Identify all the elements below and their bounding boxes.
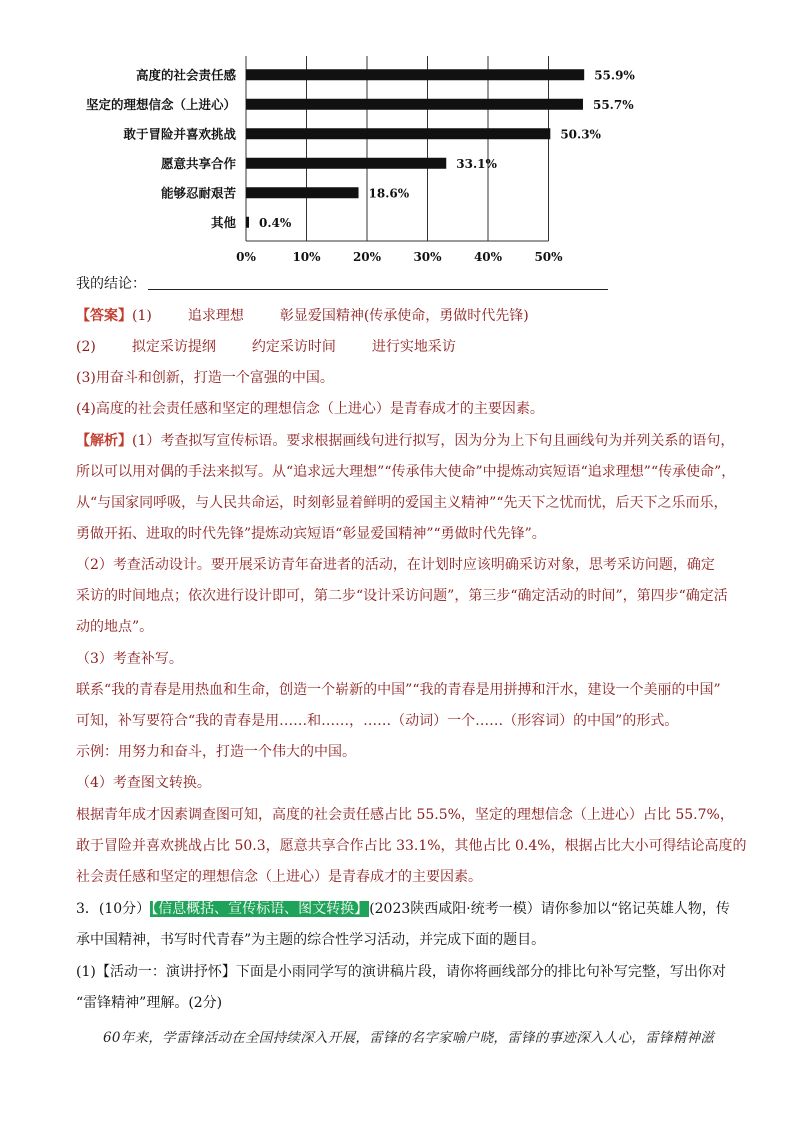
- answer-tag: 【答案】: [76, 308, 132, 324]
- analysis-p3-head: （3）考查补写。: [76, 651, 183, 667]
- answer-2-c: 进行实地采访: [371, 339, 456, 355]
- analysis-p1-line-3: 从“与国家同呼吸，与人民共命运，时刻彰显着鲜明的爱国主义精神”“先天下之忧而忧，后天下之乐而乐，: [76, 495, 728, 511]
- analysis-p1-line-2: 所以可以用对偶的手法来拟写。从“追求远大理想”“传承伟大使命”中提炼动宾短语“追求理想”“传承使命”，: [76, 464, 736, 480]
- activity-text: 下面是小雨同学写的演讲稿片段，请你将画线部分的排比句补写完整，写出你对: [235, 964, 726, 980]
- analysis-p4-line-1: 根据青年成才因素调查图可知，高度的社会责任感占比 55.5%，坚定的理想信念（上进心）占比 55.7%，: [76, 807, 734, 823]
- conclusion-label: 我的结论：: [76, 276, 146, 292]
- analysis-p2-line-2: 采访的时间地点；依次进行设计即可，第二步“设计采访问题”，第三步“确定活动的时间”，第四步“确定活: [76, 588, 728, 604]
- bar-chart: [85, 46, 640, 264]
- analysis-p2-line-1: （2）考查活动设计。要开展采访青年奋进者的活动，在计划时应该明确采访对象，思考采访问题，确定: [76, 557, 715, 573]
- answer-line-2: [76, 337, 456, 357]
- analysis-p4-line-3: 社会责任感和坚定的理想信念（上进心）是青春成才的主要因素。: [76, 869, 482, 885]
- value-label: 18.6%: [368, 186, 410, 201]
- answer-1-a: 追求理想: [187, 308, 244, 324]
- answer-2-a: 拟定采访提纲: [131, 339, 216, 355]
- analysis-p1-line-1: [76, 431, 734, 451]
- bar: [246, 128, 550, 139]
- x-tick-label: 20%: [352, 250, 382, 264]
- category-label: 坚定的理想信念（上进心）: [85, 96, 236, 112]
- category-label: 愿意共享合作: [160, 155, 236, 171]
- bar: [246, 217, 249, 228]
- value-label: 33.1%: [456, 156, 497, 171]
- analysis-p2-line-3: 动的地点”。: [76, 619, 154, 635]
- value-label: 55.7%: [592, 97, 634, 112]
- analysis-p3-line-1: 联系“我的青春是用热血和生命，创造一个崭新的中国”“我的青春是用拼搏和汗水，建设一个美丽的中国”: [76, 682, 721, 698]
- answer-2-b: 约定采访时间: [251, 339, 336, 355]
- activity-number: (1): [76, 964, 96, 980]
- q3-activity-line-2: “雷锋精神”理解。(2分): [76, 995, 223, 1011]
- speech-excerpt: 60年来，学雷锋活动在全国持续深入开展，雷锋的名字家喻户晓，雷锋的事迹深入人心，雷锋精神滋: [103, 1030, 715, 1046]
- q3-topic-tag: 【信息概括、宣传标语、图文转换】: [151, 901, 369, 917]
- answer-line-4: (4)高度的社会责任感和坚定的理想信念（上进心）是青春成才的主要因素。: [76, 401, 544, 417]
- q3-line-1: [76, 899, 730, 919]
- activity-tag: 【活动一：演讲抒怀】: [95, 964, 236, 980]
- analysis-p3-line-3: 示例：用努力和奋斗，打造一个伟大的中国。: [76, 744, 356, 760]
- x-tick-label: 0%: [236, 250, 256, 264]
- value-label: 0.4%: [259, 215, 292, 230]
- analysis-p4-line-2: 敢于冒险并喜欢挑战占比 50.3，愿意共享合作占比 33.1%，其他占比 0.4%，根据占比大小可得结论高度的: [76, 838, 747, 854]
- x-tick-label: 30%: [413, 250, 442, 264]
- value-label: 55.9%: [594, 68, 635, 83]
- analysis-tag: 【解析】: [76, 433, 132, 449]
- analysis-p1-line-4: 勇做开拓、进取的时代先锋”提炼动宾短语“彰显爱国精神”“勇做时代先锋”。: [76, 526, 546, 542]
- analysis-p3-line-2: 可知，补写要符合“我的青春是用……和……，……（动词）一个……（形容词）的中国”的形式。: [76, 713, 679, 729]
- q3-text: (2023陕西咸阳·统考一模）请你参加以“铭记英雄人物，传: [369, 901, 730, 917]
- bar: [246, 99, 583, 110]
- category-label: 敢于冒险并喜欢挑战: [123, 126, 236, 142]
- category-label: 能够忍耐艰苦: [160, 185, 236, 201]
- category-label: 其他: [210, 214, 236, 230]
- answer-1-b: 彰显爱国精神(传承使命，勇做时代先锋): [279, 308, 529, 324]
- q3-activity-line-1: [76, 962, 726, 982]
- conclusion-line: [76, 274, 608, 294]
- bar: [246, 69, 584, 80]
- conclusion-blank[interactable]: [148, 275, 608, 290]
- analysis-p4-head: （4）考查图文转换。: [76, 775, 211, 791]
- answer-line-1: [76, 306, 529, 326]
- category-label: 高度的社会责任感: [135, 67, 236, 83]
- x-tick-label: 10%: [292, 250, 321, 264]
- q3-number: 3．(10分）: [76, 901, 151, 917]
- answer-1-num: (1): [132, 308, 152, 324]
- answer-line-3: (3)用奋斗和创新，打造一个富强的中国。: [76, 370, 334, 386]
- q3-line-2: 承中国精神，书写时代青春”为主题的综合性学习活动，并完成下面的题目。: [76, 932, 546, 948]
- x-tick-label: 40%: [473, 250, 503, 264]
- value-label: 50.3%: [560, 127, 601, 142]
- analysis-text: (1）考查拟写宣传标语。要求根据画线句进行拟写，因为分为上下句且画线句为并列关系的语句，: [132, 433, 735, 449]
- answer-2-num: (2): [76, 339, 96, 355]
- x-tick-label: 50%: [534, 250, 563, 264]
- bar: [246, 187, 359, 198]
- bar: [246, 158, 446, 169]
